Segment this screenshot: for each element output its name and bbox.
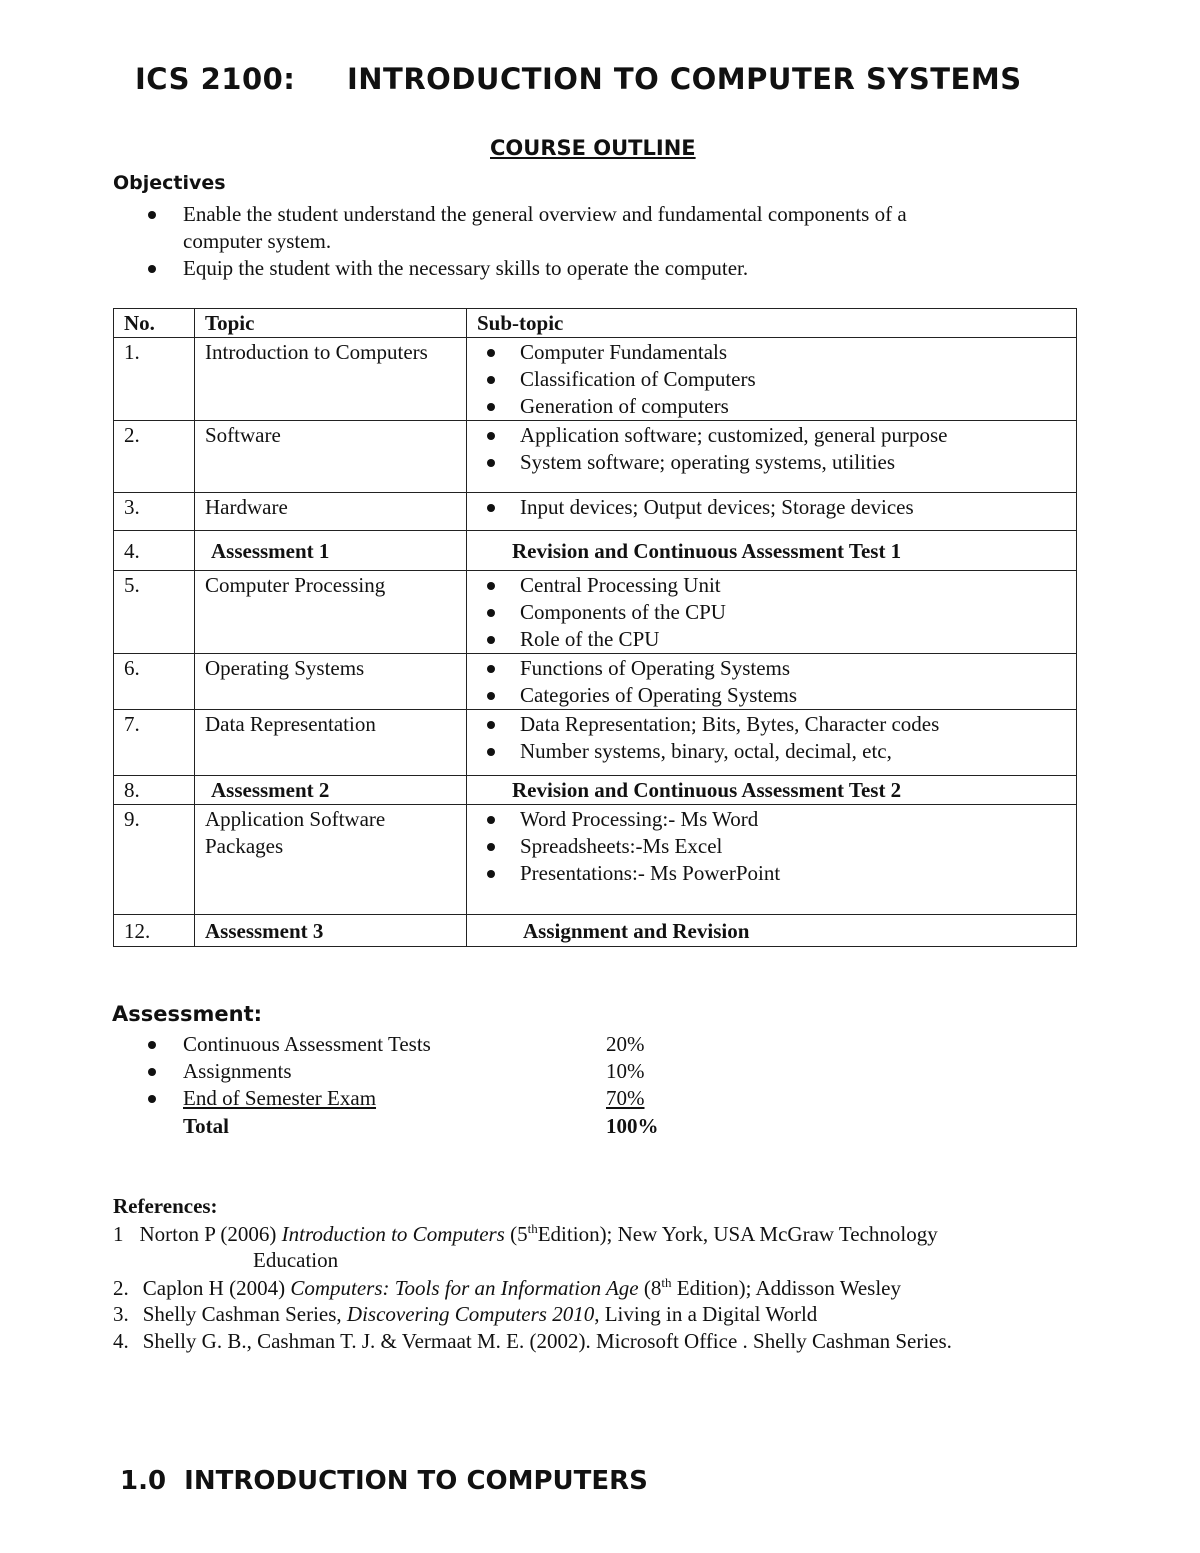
row-note: Revision and Continuous Assessment Test 1 [467,531,1077,571]
subtopic-item [467,449,1066,476]
course-outline-heading: COURSE OUTLINE [490,136,696,160]
subtopic-item [467,682,1066,709]
objectives-heading: Objectives [113,172,226,194]
subtopic-text: Generation of computers [520,394,729,418]
assessment-label: Assignments [183,1059,292,1083]
reference-number: 4. [113,1329,129,1353]
row-topic: Operating Systems [195,654,467,710]
row-subtopics [467,493,1077,531]
reference-number: 1 [113,1222,124,1246]
subtopic-item [467,833,1066,860]
row-number: 5. [114,571,195,654]
reference-text: Edition); Addisson Wesley [671,1276,902,1300]
row-number: 6. [114,654,195,710]
reference-sup: th [661,1275,672,1290]
reference-text: Norton P (2006) [139,1222,282,1246]
reference-item [113,1329,952,1354]
bullet-icon [487,582,495,590]
row-topic: Application Software Packages [195,805,467,915]
header-topic: Topic [195,309,467,338]
assessment-total [183,1113,659,1140]
subtopic-text: Functions of Operating Systems [520,656,791,680]
row-number: 8. [114,776,195,805]
bullet-icon [487,403,495,411]
reference-text: Shelly G. B., Cashman T. J. & Vermaat M. E. (2002). Microsoft Office . Shelly Cashman Series. [142,1329,952,1353]
row-subtopics [467,338,1077,421]
assessment-label: Continuous Assessment Tests [183,1032,431,1056]
row-topic: Hardware [195,493,467,531]
reference-text: Caplon H (2004) [142,1276,291,1300]
subtopic-text: Word Processing:- Ms Word [520,807,759,831]
subtopic-item [467,806,1066,833]
reference-item [113,1302,817,1327]
subtopic-text: Central Processing Unit [520,573,721,597]
objective-continuation: computer system. [183,229,332,253]
objectives-list [183,201,1063,282]
row-subtopics [467,805,1077,915]
course-code: ICS 2100: [135,62,296,96]
subtopic-text: Classification of Computers [520,367,756,391]
subtopic-text: Categories of Operating Systems [520,683,798,707]
row-number: 4. [114,531,195,571]
bullet-icon [148,1095,156,1103]
row-subtopics [467,571,1077,654]
bullet-icon [148,1041,156,1049]
subtopic-item [467,393,1066,420]
row-subtopics [467,421,1077,493]
bullet-icon [487,504,495,512]
table-row [114,493,1077,531]
total-label: Total [183,1114,229,1138]
reference-text: (5 [504,1222,528,1246]
objective-text: Enable the student understand the general overview and fundamental components of a [183,202,907,226]
objective-item [183,201,1063,228]
page-title [135,62,1022,96]
reference-text: Edition); New York, USA McGraw Technology [537,1222,938,1246]
table-row [114,531,1077,571]
subtopic-text: Presentations:- Ms PowerPoint [520,861,781,885]
subtopic-text: Data Representation; Bits, Bytes, Character codes [520,712,940,736]
reference-title: Computers: Tools for an Information Age [290,1276,639,1300]
row-note: Assignment and Revision [467,915,1077,947]
subtopic-item [467,711,1066,738]
table-row [114,710,1077,776]
row-number: 9. [114,805,195,915]
row-number: 7. [114,710,195,776]
subtopic-item [467,599,1066,626]
row-number: 3. [114,493,195,531]
header-subtopic: Sub-topic [467,309,1077,338]
subtopic-text: System software; operating systems, utilities [520,450,896,474]
row-topic: Assessment 3 [195,915,467,947]
subtopic-text: Computer Fundamentals [520,340,728,364]
table-row [114,421,1077,493]
bullet-icon [487,349,495,357]
section-heading: 1.0 INTRODUCTION TO COMPUTERS [120,1466,648,1496]
subtopic-item [467,572,1066,599]
reference-sup: th [527,1221,538,1236]
table-row [114,571,1077,654]
row-subtopics [467,710,1077,776]
total-value: 100% [606,1114,659,1138]
reference-item [113,1275,901,1301]
subtopic-item [467,738,1066,765]
reference-number: 3. [113,1302,129,1326]
table-row [114,915,1077,947]
subtopic-item [467,860,1066,887]
assessment-value: 10% [606,1059,645,1083]
objective-item [183,255,1063,282]
course-name: INTRODUCTION TO COMPUTER SYSTEMS [347,62,1022,96]
reference-text: Shelly Cashman Series, [142,1302,347,1326]
row-number: 12. [114,915,195,947]
bullet-icon [487,665,495,673]
reference-title: Introduction to Computers [281,1222,505,1246]
subtopic-text: Role of the CPU [520,627,660,651]
subtopic-text: Application software; customized, general purpose [520,423,948,447]
references-heading [113,1194,218,1219]
bullet-icon [487,459,495,467]
table-header-row [114,309,1077,338]
table-row [114,654,1077,710]
row-topic: Assessment 2 [195,776,467,805]
bullet-icon [487,692,495,700]
reference-text: , Living in a Digital World [594,1302,818,1326]
reference-number: 2. [113,1276,129,1300]
course-outline-table [113,308,1077,947]
reference-text: (8 [638,1276,662,1300]
subtopic-item [467,339,1066,366]
table-row [114,776,1077,805]
table-row [114,805,1077,915]
objective-text: Equip the student with the necessary skills to operate the computer. [183,256,749,280]
assessment-item [183,1085,645,1112]
references-heading-text: References: [113,1194,218,1218]
reference-item [113,1221,938,1247]
bullet-icon [487,721,495,729]
row-number: 1. [114,338,195,421]
row-note: Revision and Continuous Assessment Test 2 [467,776,1077,805]
bullet-icon [487,376,495,384]
subtopic-item [467,422,1066,449]
bullet-icon [487,843,495,851]
subtopic-item [467,494,1066,521]
assessment-heading: Assessment: [112,1002,263,1026]
row-topic: Introduction to Computers [195,338,467,421]
assessment-label: End of Semester Exam [183,1086,377,1110]
row-number: 2. [114,421,195,493]
row-topic: Software [195,421,467,493]
row-topic: Assessment 1 [195,531,467,571]
subtopic-text: Input devices; Output devices; Storage devices [520,495,914,519]
bullet-icon [487,636,495,644]
table-row [114,338,1077,421]
subtopic-text: Spreadsheets:-Ms Excel [520,834,723,858]
subtopic-item [467,366,1066,393]
row-topic: Data Representation [195,710,467,776]
row-topic: Computer Processing [195,571,467,654]
assessment-value: 70% [606,1086,645,1110]
subtopic-text: Components of the CPU [520,600,726,624]
assessment-value: 20% [606,1032,645,1056]
bullet-icon [148,265,156,273]
subtopic-item [467,655,1066,682]
bullet-icon [148,211,156,219]
header-no: No. [114,309,195,338]
bullet-icon [148,1068,156,1076]
bullet-icon [487,816,495,824]
row-subtopics [467,654,1077,710]
subtopic-item [467,626,1066,653]
bullet-icon [487,432,495,440]
bullet-icon [487,870,495,878]
bullet-icon [487,748,495,756]
assessment-item [183,1058,645,1085]
assessment-item [183,1031,645,1058]
subtopic-text: Number systems, binary, octal, decimal, etc, [520,739,892,763]
reference-title: Discovering Computers 2010 [346,1302,595,1326]
reference-continuation: Education [253,1248,339,1272]
bullet-icon [487,609,495,617]
